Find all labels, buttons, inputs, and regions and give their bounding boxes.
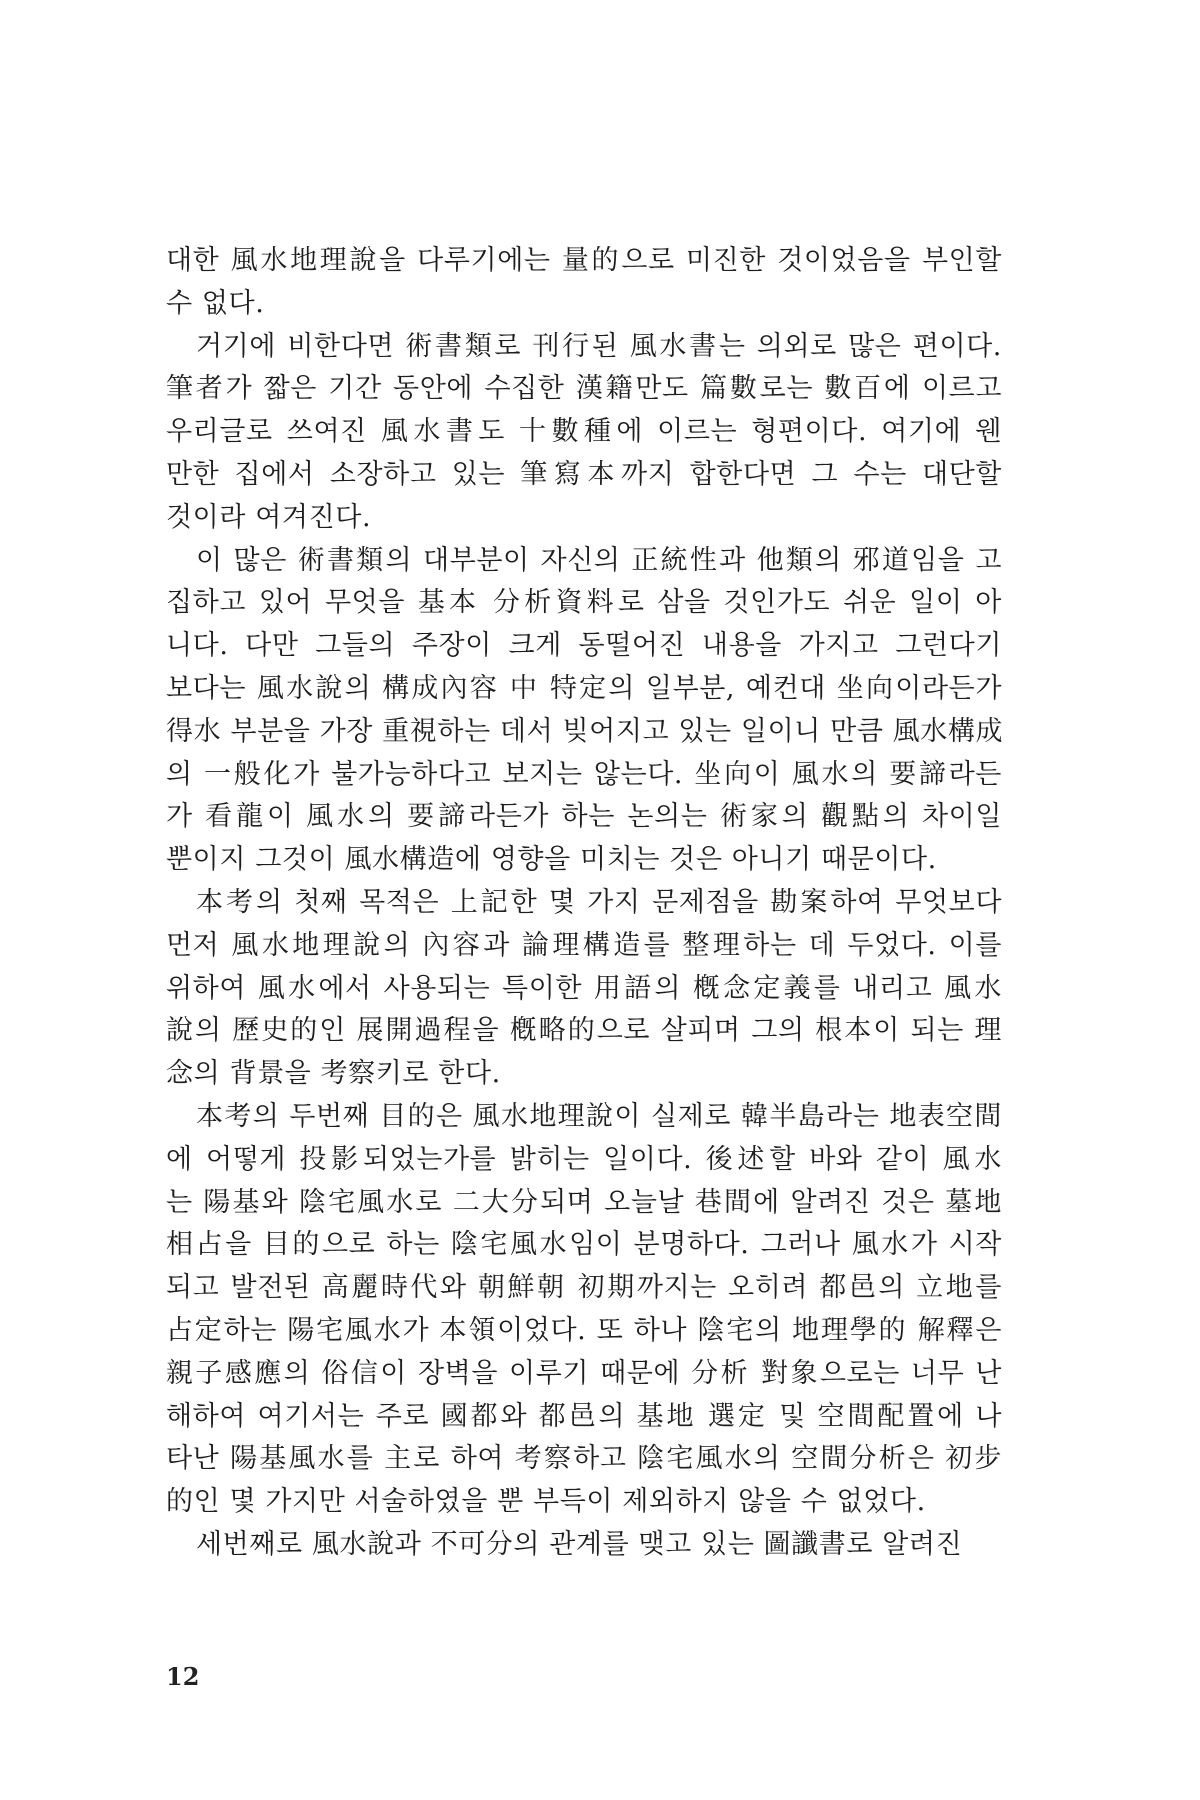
text-line: 이 많은 術書類의 대부분이 자신의 正統性과 他類의 邪道임을 고 bbox=[196, 544, 1002, 576]
text-line: 되고 발전된 高麗時代와 朝鮮朝 初期까지는 오히려 都邑의 立地를 bbox=[166, 1272, 1002, 1304]
text-line: 說의 歷史的인 展開過程을 槪略的으로 살피며 그의 根本이 되는 理 bbox=[166, 1015, 1002, 1047]
paragraph bbox=[166, 240, 1002, 326]
text-line: 의 一般化가 불가능하다고 보지는 않는다. 坐向이 風水의 要諦라든 bbox=[166, 758, 1002, 790]
text-line: 的인 몇 가지만 서술하였을 뿐 부득이 제외하지 않을 수 없었다. bbox=[166, 1486, 926, 1518]
text-line: 타난 陽基風水를 主로 하여 考察하고 陰宅風水의 空間分析은 初步 bbox=[166, 1443, 1002, 1475]
text-line: 위하여 風水에서 사용되는 특이한 用語의 槪念定義를 내리고 風水 bbox=[166, 972, 1002, 1004]
body-text bbox=[166, 240, 1002, 1567]
text-line: 念의 背景을 考察키로 한다. bbox=[166, 1058, 501, 1090]
text-line: 本考의 두번째 目的은 風水地理說이 실제로 韓半島라는 地表空間 bbox=[196, 1100, 1002, 1132]
text-line: 本考의 첫째 목적은 上記한 몇 가지 문제점을 勘案하여 무엇보다 bbox=[196, 886, 1002, 918]
paragraph bbox=[166, 882, 1002, 1096]
text-line: 得水 부분을 가장 重視하는 데서 빚어지고 있는 일이니 만큼 風水構成 bbox=[166, 715, 1004, 747]
text-line: 보다는 風水說의 構成內容 中 特定의 일부분, 예컨대 坐向이라든가 bbox=[166, 672, 1002, 704]
paragraph bbox=[166, 1524, 1002, 1567]
text-line: 가 看龍이 風水의 要諦라든가 하는 논의는 術家의 觀點의 차이일 bbox=[166, 801, 1002, 833]
text-line: 해하여 여기서는 주로 國都와 都邑의 基地 選定 및 空間配置에 나 bbox=[166, 1400, 1002, 1432]
text-line: 占定하는 陽宅風水가 本領이었다. 또 하나 陰宅의 地理學的 解釋은 bbox=[166, 1314, 1002, 1346]
text-line: 相占을 目的으로 하는 陰宅風水임이 분명하다. 그러나 風水가 시작 bbox=[166, 1229, 1002, 1261]
text-line: 대한 風水地理說을 다루기에는 量的으로 미진한 것이었음을 부인할 bbox=[166, 245, 1002, 276]
text-line: 수 없다. bbox=[166, 287, 265, 319]
text-line: 먼저 風水地理說의 內容과 論理構造를 整理하는 데 두었다. 이를 bbox=[166, 929, 1002, 961]
text-line: 筆者가 짧은 기간 동안에 수집한 漢籍만도 篇數로는 數百에 이르고 bbox=[166, 373, 1002, 405]
text-line: 것이라 여겨진다. bbox=[166, 501, 372, 533]
paragraph bbox=[166, 1096, 1002, 1524]
text-line: 세번째로 風水說과 不可分의 관계를 맺고 있는 圖讖書로 알려진 bbox=[196, 1528, 963, 1560]
text-line: 니다. 다만 그들의 주장이 크게 동떨어진 내용을 가지고 그런다기 bbox=[166, 630, 1002, 662]
paragraph bbox=[166, 326, 1002, 540]
page-number: 12 bbox=[166, 1662, 200, 1691]
text-line: 우리글로 쓰여진 風水書도 十數種에 이르는 형편이다. 여기에 웬 bbox=[166, 416, 1002, 448]
text-line: 거기에 비한다면 術書類로 刊行된 風水書는 의외로 많은 편이다. bbox=[196, 330, 1002, 362]
text-line: 에 어떻게 投影되었는가를 밝히는 일이다. 後述할 바와 같이 風水 bbox=[166, 1143, 1002, 1175]
text-line: 親子感應의 俗信이 장벽을 이루기 때문에 分析 對象으로는 너무 난 bbox=[166, 1357, 1002, 1389]
paragraph bbox=[166, 540, 1002, 882]
text-line: 만한 집에서 소장하고 있는 筆寫本까지 합한다면 그 수는 대단할 bbox=[166, 458, 1002, 490]
text-line: 는 陽基와 陰宅風水로 二大分되며 오늘날 巷間에 알려진 것은 墓地 bbox=[166, 1186, 1002, 1218]
text-line: 뿐이지 그것이 風水構造에 영향을 미치는 것은 아니기 때문이다. bbox=[166, 844, 937, 876]
text-line: 집하고 있어 무엇을 基本 分析資料로 삼을 것인가도 쉬운 일이 아 bbox=[166, 587, 1002, 619]
